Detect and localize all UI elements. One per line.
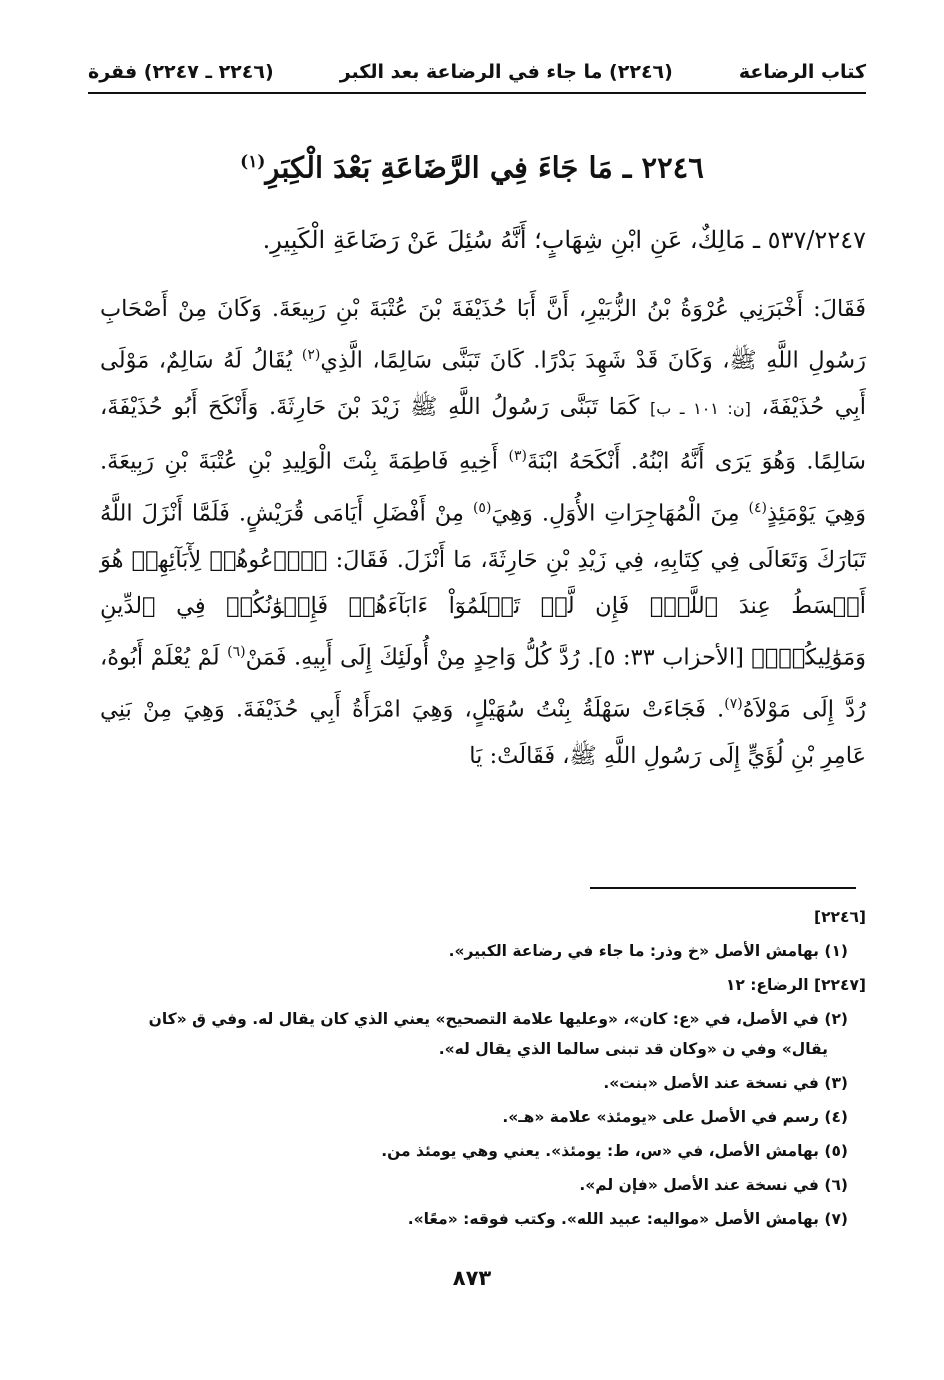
header-paragraph-range: (٢٢٤٦ ـ ٢٢٤٧) فقرة: [88, 61, 274, 83]
footnote-marker: (٣): [508, 447, 527, 464]
footnote-divider: [590, 887, 856, 889]
footnote-marker: (٤): [748, 499, 767, 516]
footnote: (١) بهامش الأصل «خ وذر: ما جاء في رضاعة الكبير».: [448, 942, 848, 960]
footnote: (٧) بهامش الأصل «مواليه: عبيد الله». وكتب فوقه: «معًا».: [407, 1210, 848, 1228]
footnote: (٦) في نسخة عند الأصل «فإن لم».: [579, 1176, 848, 1194]
chapter-heading: [100, 138, 844, 192]
text-run: فَقَالَ: أَخْبَرَنِي عُرْوَةُ بْنُ الزُّبَيْرِ، أَنَّ أَبَا حُذَيْفَةَ بْنَ عُتْبَةَ بْنِ رَبِيعَةَ. وَكَانَ مِنْ أَصْحَابِ رَسُولِ اللَّهِ ﷺ، وَكَانَ قَدْ شَهِدَ بَدْرًا. كَانَ تَبَنَّى سَالِمًا، الَّذِي: [100, 296, 866, 374]
text-run: . فَجَاءَتْ سَهْلَةُ بِنْتُ سُهَيْلٍ، وَهِيَ امْرَأَةُ أَبِي حُذَيْفَةَ. وَهِيَ مِنْ بَنِي عَامِرِ بْنِ لُؤَيٍّ إِلَى رَسُولِ اللَّهِ ﷺ، فَقَالَتْ: يَا: [100, 696, 866, 770]
footnote: (٣) في نسخة عند الأصل «بنت».: [603, 1074, 848, 1092]
quran-reference: [الأحزاب ٣٣: ٥].: [579, 644, 752, 671]
footnote: (٢) في الأصل، في «ع: كان»، «وعليها علامة التصحيح» يعني الذي كان يقال له. وفي ق «كان يقال» وفي ن «وكان قد تبنى سالما الذي يقال له».: [148, 1010, 848, 1058]
header-chapter-title: (٢٢٤٦) ما جاء في الرضاعة بعد الكبر: [339, 61, 673, 83]
footnote-marker: (٦): [227, 644, 246, 661]
footnote-marker: (٥): [472, 499, 492, 516]
footnote-marker: (٢): [301, 347, 321, 364]
footnote: (٥) بهامش الأصل، في «س، ط: يومئذ». يعني وهي يومئذ من.: [381, 1142, 848, 1160]
quran-verse: ﴿ٱدۡعُوهُمۡ لِأٓبَآئِهِمۡ هُوَ أَقۡسَطُ عِندَ ٱللَّهِۚ فَإِن لَّمۡ تَعۡلَمُوٓاْ ءَابَآءَهُمۡ فَإِخۡوَٰنُكُمۡ فِي ٱلدِّينِ وَمَوَٰلِيكُمۡۚ﴾: [100, 546, 867, 671]
text-run: مِنْ أَفْضَلِ أَيَامَى قُرَيْشٍ. فَلَمَّا أَنْزَلَ اللَّهُ تَبَارَكَ وَتَعَالَى فِي كِتَابِهِ، فِي زَيْدِ بْنِ حَارِثَةَ، مَا أَنْزَلَ. فَقَالَ:: [100, 500, 867, 573]
text-run: يُقَالُ لَهُ سَالِمٌ، مَوْلَى أَبِي حُذَيْفَةَ،: [100, 347, 866, 421]
footnote: (٤) رسم في الأصل على «يومئذ» علامة «هـ».: [502, 1108, 848, 1126]
text-run: مِنَ الْمُهَاجِرَاتِ الأُوَلِ. وَهِيَ: [491, 500, 749, 527]
page-number: ٨٧٣: [452, 1266, 492, 1290]
text-run: رُدَّ كُلُّ وَاحِدٍ مِنْ أُولَئِكَ إِلَى أَبِيهِ. فَمَنْ: [245, 644, 580, 671]
running-header: [88, 52, 866, 94]
chapter-heading-text: ٢٢٤٦ ـ مَا جَاءَ فِي الرَّضَاعَةِ بَعْدَ الْكِبَرِ: [265, 150, 704, 185]
hadith-intro: ٥٣٧/٢٢٤٧ ـ مَالِكٌ، عَنِ ابْنِ شِهَابٍ؛ أَنَّهُ سُئِلَ عَنْ رَضَاعَةِ الْكَبِيرِ.: [262, 226, 866, 254]
hadith-body: [100, 286, 866, 780]
hadith-paragraph: [100, 286, 866, 780]
footnotes: [100, 902, 866, 1238]
footnote-marker: (٧): [724, 696, 743, 713]
text-run: لَمْ يُعْلَمْ أَبُوهُ، رُدَّ إِلَى مَوْلاَهُ: [100, 644, 866, 723]
text-run: كَمَا تَبَنَّى رَسُولُ اللَّهِ ﷺ زَيْدَ بْنَ حَارِثَةَ. وَأَنْكَحَ أَبُو حُذَيْفَةَ، سَالِمًا. وَهُوَ يَرَى أَنَّهُ ابْنُهُ. أَنْكَحَهُ ابْنَةَ: [100, 394, 866, 475]
text-run: أَخِيهِ فَاطِمَةَ بِنْتَ الْوَلِيدِ بْنِ عُتْبَةَ بْنِ رَبِيعَةَ. وَهِيَ يَوْمَئِذٍ: [100, 448, 866, 527]
footnote-section-ref: [٢٢٤٧] الرضاع: ١٢: [725, 976, 866, 994]
footnote-section-ref: [٢٢٤٦]: [813, 908, 866, 926]
header-book-title: كتاب الرضاعة: [738, 61, 866, 83]
manuscript-reference: [ن: ١٠١ ـ ب]: [650, 399, 751, 419]
footnote-marker: (١): [240, 152, 266, 172]
